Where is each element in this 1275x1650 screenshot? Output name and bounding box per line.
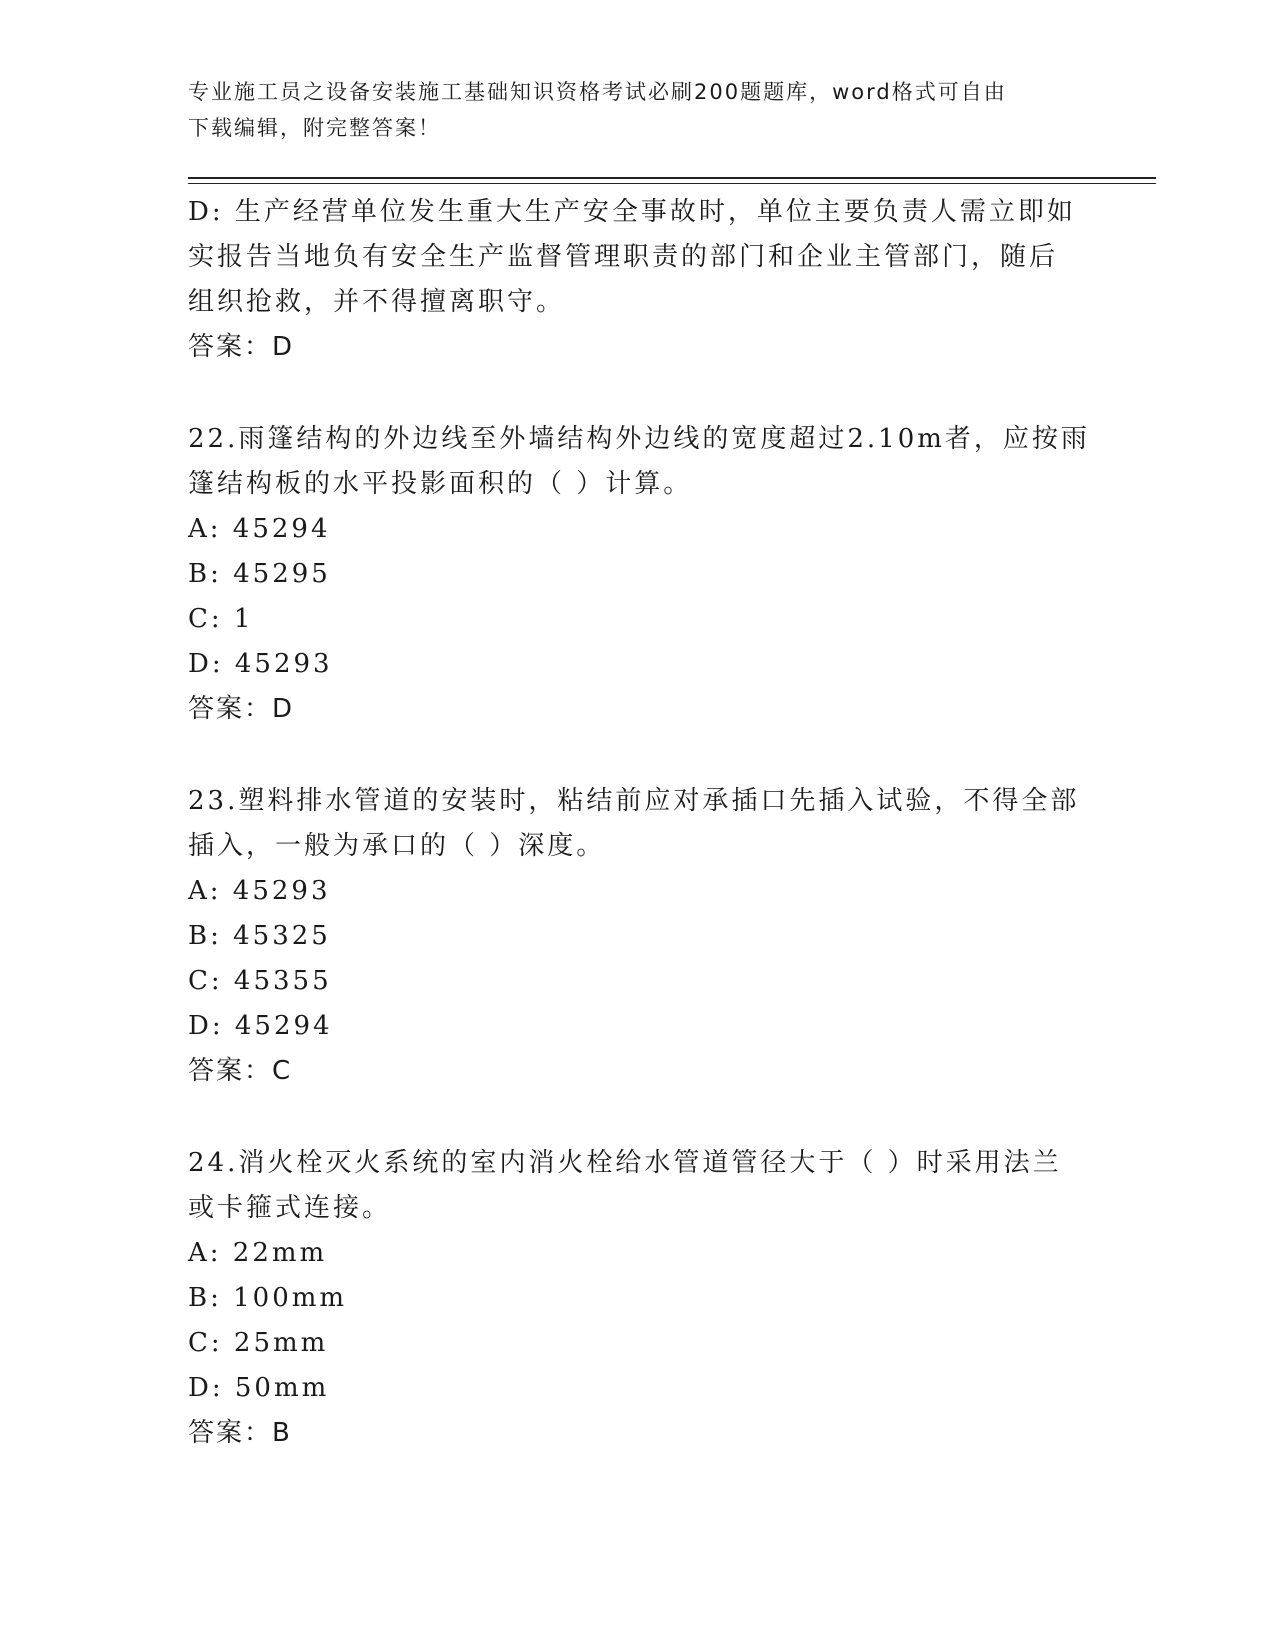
document-body	[188, 190, 1088, 1456]
option-a: A: 45293	[188, 876, 331, 906]
question-stem-line-2: 插入，一般为承口的（ ）深度。	[188, 831, 606, 861]
header-divider-thick	[188, 177, 1156, 179]
document-header	[188, 74, 1068, 146]
option-a: A: 45294	[188, 514, 331, 544]
option-c: C: 25mm	[188, 1328, 329, 1358]
question-stem-line-1: 22.雨篷结构的外边线至外墙结构外边线的宽度超过2.10m者，应按雨	[188, 424, 1090, 454]
option-b: B: 100mm	[188, 1283, 348, 1313]
answer-line: 答案：D	[188, 332, 295, 362]
option-d-line-3: 组织抢救，并不得擅离职守。	[188, 287, 566, 317]
option-d-line-2: 实报告当地负有安全生产监督管理职责的部门和企业主管部门，随后	[188, 242, 1059, 272]
question-22	[188, 417, 1088, 732]
question-stem-line-1: 24.消火栓灭火系统的室内消火栓给水管道管径大于（ ）时采用法兰	[188, 1148, 1062, 1178]
header-line-2: 下载编辑，附完整答案！	[188, 116, 441, 140]
answer-line: 答案：B	[188, 1418, 292, 1448]
answer-line: 答案：C	[188, 1056, 293, 1086]
option-d: D: 45294	[188, 1011, 333, 1041]
header-divider-thin	[188, 183, 1156, 184]
option-c: C: 1	[188, 604, 254, 634]
question-stem-line-2: 或卡箍式连接。	[188, 1193, 392, 1223]
answer-line: 答案：D	[188, 694, 295, 724]
question-24	[188, 1141, 1088, 1456]
option-d: D: 45293	[188, 649, 333, 679]
option-d-line-1: D: 生产经营单位发生重大生产安全事故时，单位主要负责人需立即如	[188, 197, 1076, 227]
question-23	[188, 779, 1088, 1094]
question-stem-line-2: 篷结构板的水平投影面积的（ ）计算。	[188, 469, 693, 499]
option-b: B: 45325	[188, 921, 331, 951]
header-line-1: 专业施工员之设备安装施工基础知识资格考试必刷200题题库，word格式可自由	[188, 80, 1007, 104]
option-a: A: 22mm	[188, 1238, 328, 1268]
option-c: C: 45355	[188, 966, 332, 996]
question-stem-line-1: 23.塑料排水管道的安装时，粘结前应对承插口先插入试验，不得全部	[188, 786, 1080, 816]
previous-question-tail	[188, 190, 1088, 370]
option-b: B: 45295	[188, 559, 331, 589]
option-d: D: 50mm	[188, 1373, 330, 1403]
